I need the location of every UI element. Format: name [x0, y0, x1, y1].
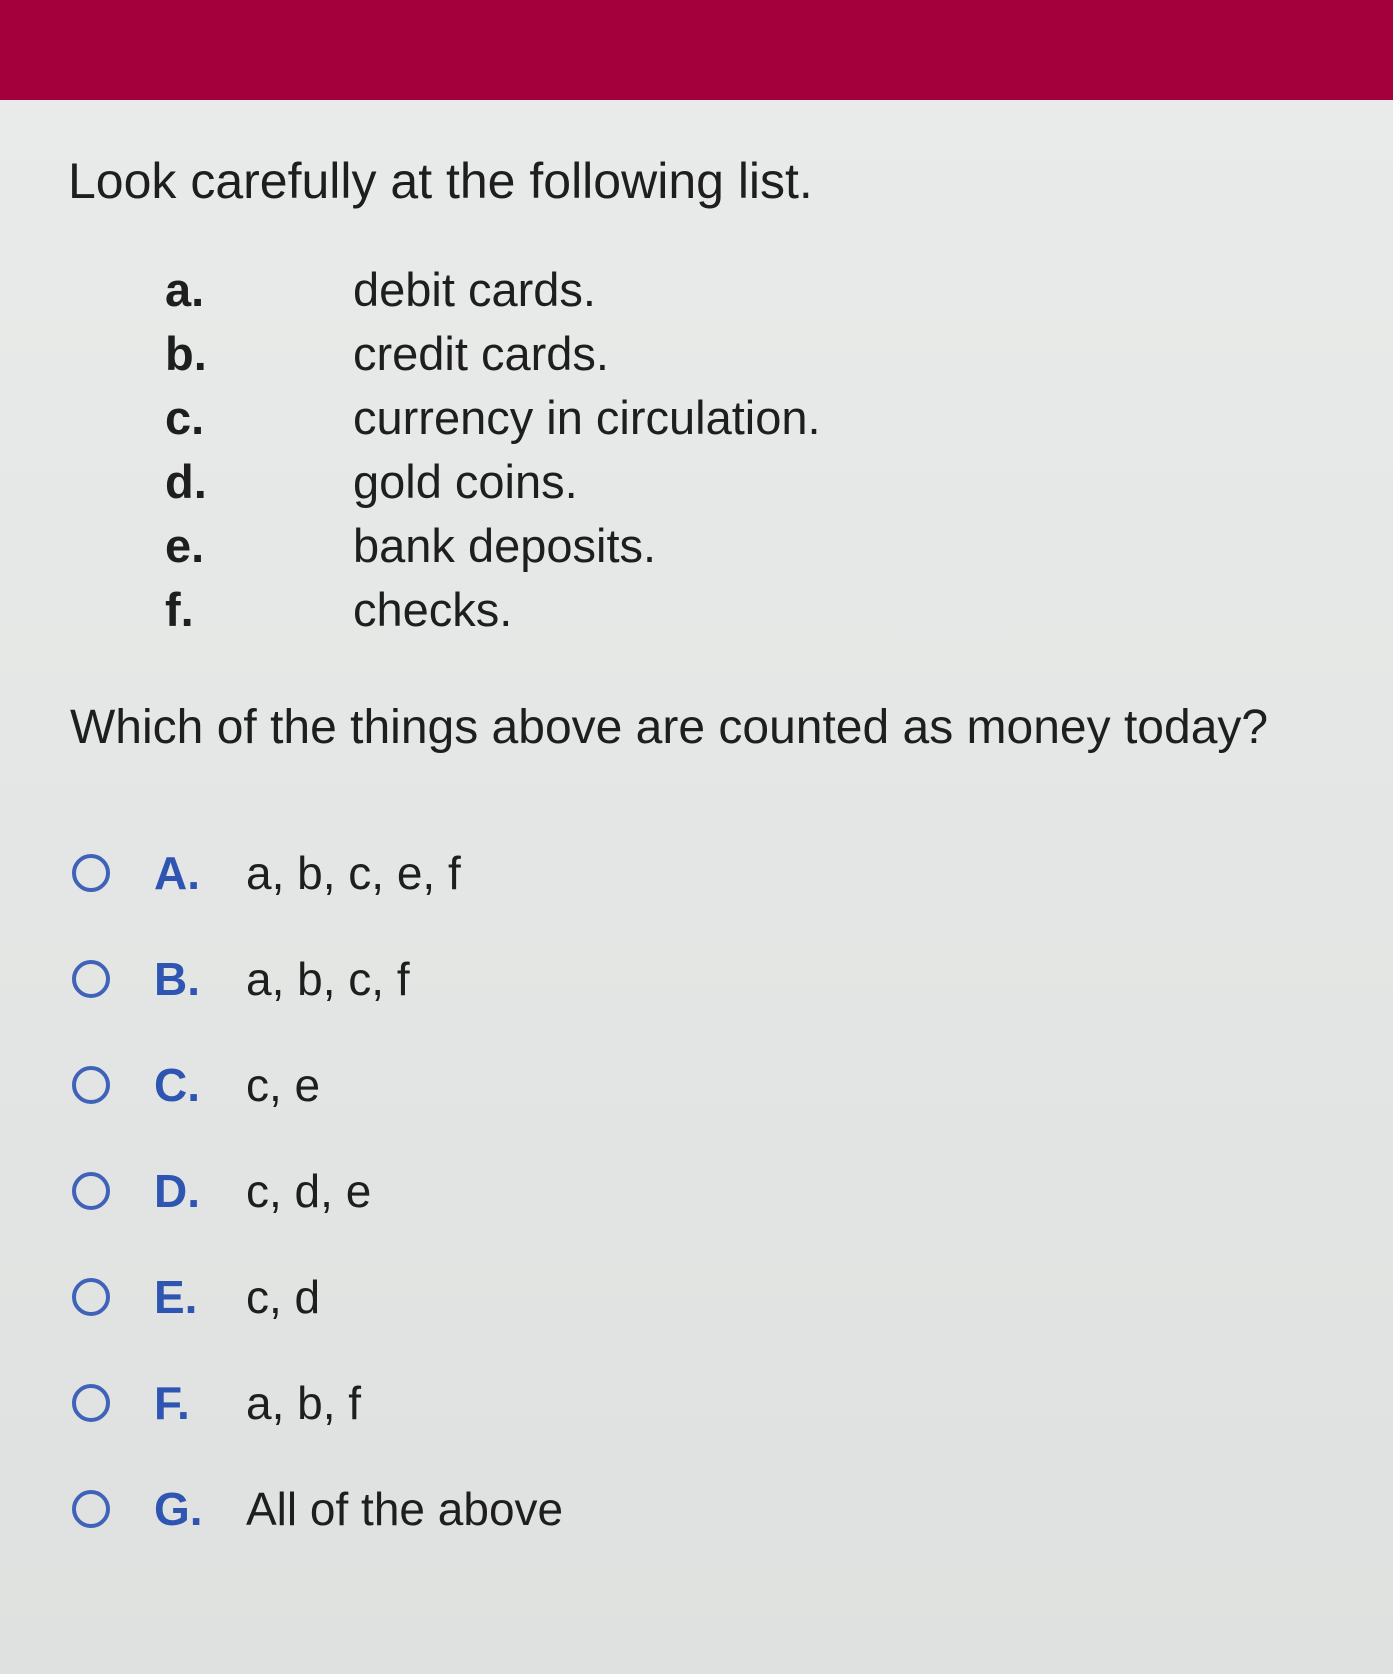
option-text[interactable]: c, d, e	[246, 1165, 372, 1217]
option-letter[interactable]: A.	[154, 847, 200, 899]
list-item-letter: b.	[165, 327, 207, 380]
radio-button[interactable]	[72, 1278, 110, 1316]
option-letter[interactable]: E.	[154, 1271, 198, 1323]
list-item-text: gold coins.	[353, 455, 578, 508]
radio-button[interactable]	[72, 1066, 110, 1104]
list-item-text: credit cards.	[353, 327, 609, 380]
list-item-letter: f.	[165, 583, 194, 636]
option-text[interactable]: a, b, c, f	[246, 953, 410, 1005]
option-letter[interactable]: C.	[154, 1059, 200, 1111]
radio-button[interactable]	[72, 854, 110, 892]
list-item-text: currency in circulation.	[353, 391, 821, 444]
list-item-letter: a.	[165, 263, 205, 316]
option-text[interactable]: c, e	[246, 1059, 321, 1111]
list-item-text: bank deposits.	[353, 519, 657, 572]
option-text[interactable]: a, b, f	[246, 1377, 362, 1429]
question-prompt: Look carefully at the following list.	[68, 153, 813, 209]
option-letter[interactable]: D.	[154, 1165, 200, 1217]
question-text: Which of the things above are counted as money today?	[70, 701, 1269, 754]
option-letter[interactable]: G.	[154, 1483, 203, 1535]
option-text[interactable]: a, b, c, e, f	[246, 847, 461, 899]
list-item-letter: c.	[165, 391, 205, 444]
option-text[interactable]: All of the above	[246, 1483, 564, 1535]
list-item-text: debit cards.	[353, 263, 596, 316]
question-panel	[0, 100, 1393, 1674]
radio-button[interactable]	[72, 1172, 110, 1210]
list-item-letter: d.	[165, 455, 207, 508]
header-bar	[0, 0, 1393, 104]
radio-button[interactable]	[72, 1490, 110, 1528]
option-text[interactable]: c, d	[246, 1271, 321, 1323]
list-item-letter: e.	[165, 519, 205, 572]
option-letter[interactable]: B.	[154, 953, 200, 1005]
list-item-text: checks.	[353, 583, 513, 636]
option-letter[interactable]: F.	[154, 1377, 190, 1429]
radio-button[interactable]	[72, 1384, 110, 1422]
radio-button[interactable]	[72, 960, 110, 998]
